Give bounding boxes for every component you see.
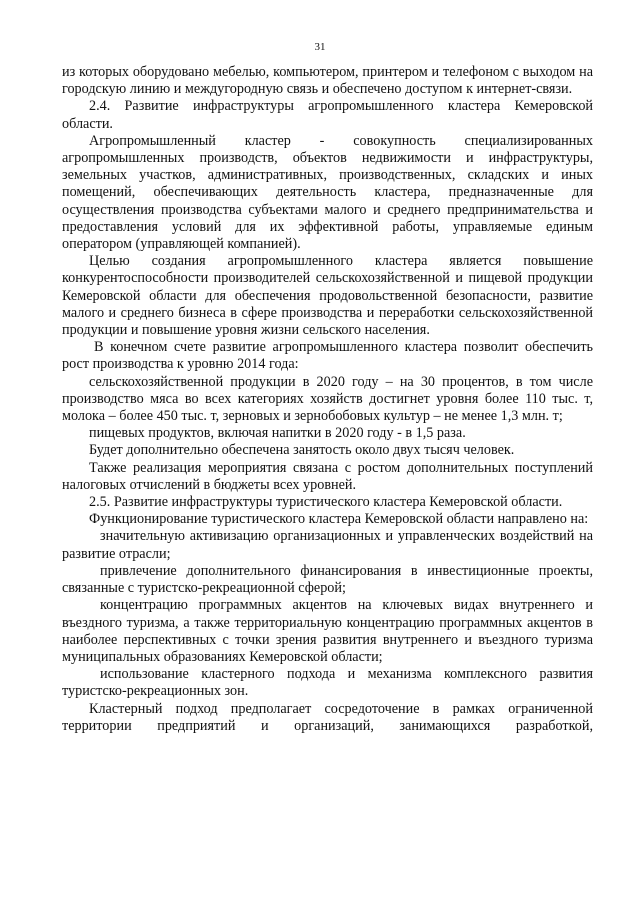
- paragraph-employment: Будет дополнительно обеспечена занятость около двух тысяч человек.: [89, 442, 515, 459]
- paragraph-cluster-goal: Целью создания агропромышленного кластера является повышение конкурентоспособности производителей сельскохозяйственной и пищевой продукции Кемеровской области для обеспечения продовольственной безопасности, развитие малого и среднего бизнеса в сфере производства и переработки сельскохозяйственной продукции и повышение уровня жизни сельского населения.: [62, 253, 593, 339]
- paragraph-production-growth: В конечном счете развитие агропромышленного кластера позволит обеспечить рост производства к уровню 2014 года:: [62, 339, 593, 373]
- list-item-agricultural-output: сельскохозяйственной продукции в 2020 году – на 30 процентов, в том числе производство мяса во всех категориях хозяйств достигнет уровня более 110 тыс. т, молока – более 450 тыс. т, зерновых и зернобобовых культур – не менее 1,3 млн. т;: [62, 373, 593, 425]
- paragraph-cluster-approach-continued: Кластерный подход предполагает сосредоточение в рамках ограниченной территории предприятий и организаций, занимающихся разработкой,: [62, 700, 593, 734]
- list-item-cluster-approach: использование кластерного подхода и механизма комплексного развития туристско-рекреационных зон.: [62, 666, 593, 700]
- section-heading-2-4: 2.4. Развитие инфраструктуры агропромышленного кластера Кемеровской области.: [62, 98, 593, 132]
- paragraph-cluster-definition: Агропромышленный кластер - совокупность специализированных агропромышленных производств, объектов недвижимости и инфраструктуры, земельных участков, административных, производственных, складских и иных помещений, обеспечивающих деятельность кластера, предназначенные для осуществления производства субъектами малого и среднего предпринимательства и предоставления условий для их эффективной работы, управляемые единым оператором (управляющей компанией).: [62, 132, 593, 253]
- section-heading-2-5: 2.5. Развитие инфраструктуры туристического кластера Кемеровской области.: [89, 494, 563, 511]
- document-body: [62, 64, 593, 735]
- paragraph-continuation: из которых оборудовано мебелью, компьютером, принтером и телефоном с выходом на городскую линию и междугородную связь и обеспечено доступом к интернет-связи.: [62, 64, 593, 98]
- list-item-food-products: пищевых продуктов, включая напитки в 2020 году - в 1,5 раза.: [89, 425, 466, 442]
- page-number: 31: [314, 41, 326, 53]
- paragraph-tax-revenue: Также реализация мероприятия связана с ростом дополнительных поступлений налоговых отчислений в бюджеты всех уровней.: [62, 459, 593, 493]
- list-item-activization: значительную активизацию организационных и управленческих воздействий на развитие отрасли;: [62, 528, 593, 562]
- list-item-financing: привлечение дополнительного финансирования в инвестиционные проекты, связанные с туристско-рекреационной сферой;: [62, 562, 593, 597]
- paragraph-tourism-intro: Функционирование туристического кластера Кемеровской области направлено на:: [89, 511, 589, 528]
- list-item-concentration: концентрацию программных акцентов на ключевых видах внутреннего и въездного туризма, а также территориальную концентрацию программных акцентов в наиболее перспективных с точки зрения развития внутреннего и въездного туризма муниципальных образованиях Кемеровской области;: [62, 597, 593, 665]
